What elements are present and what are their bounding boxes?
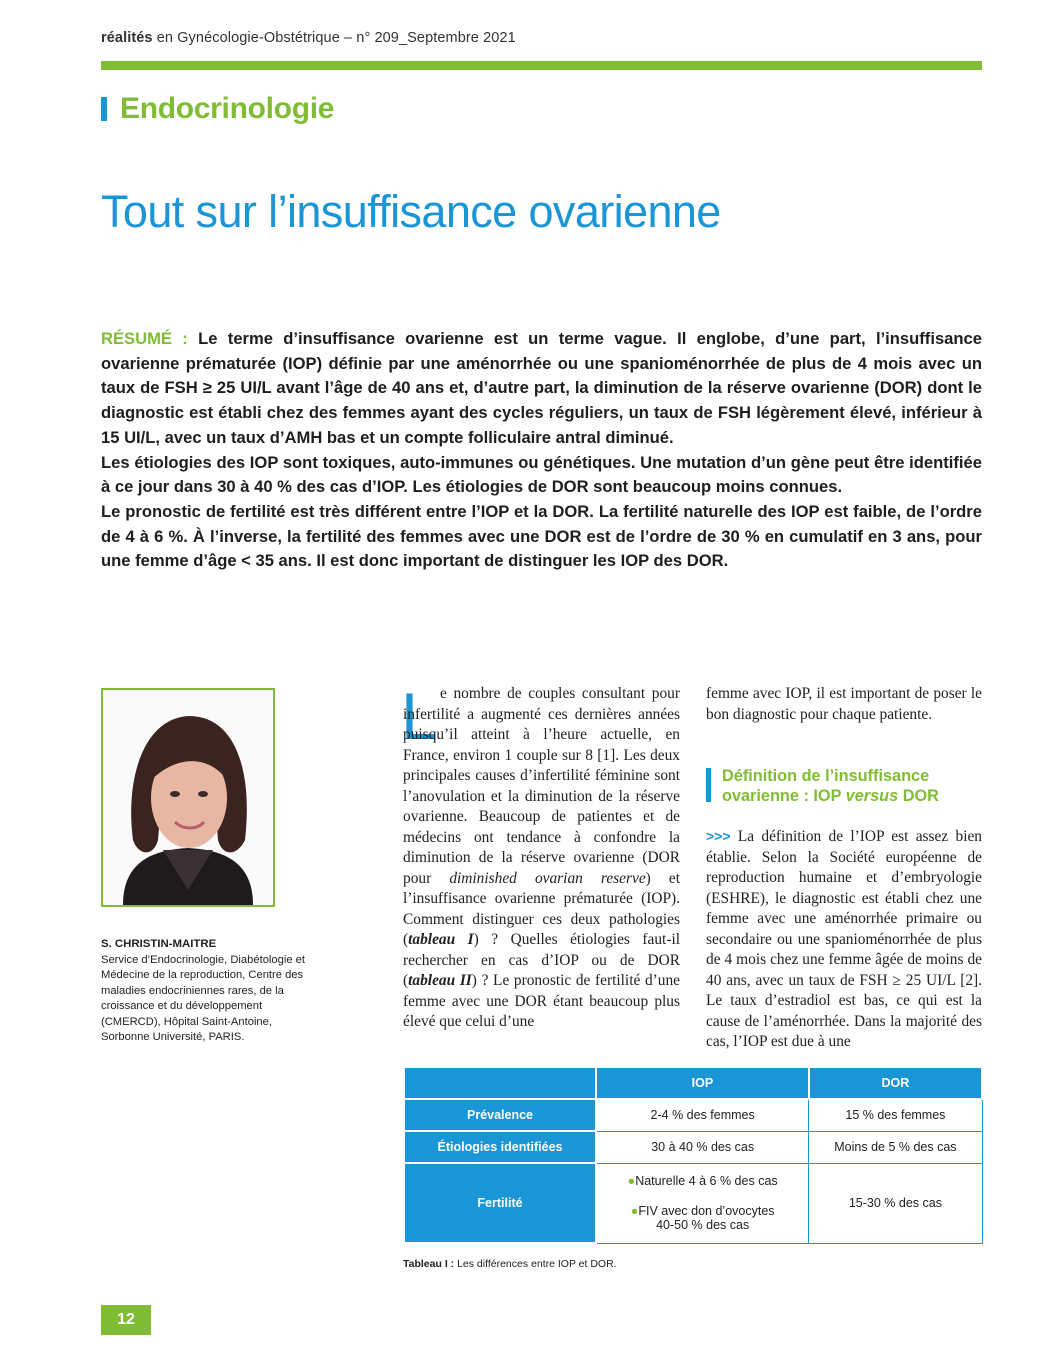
- body-text: e nombre de couples consultant pour infertilité a augmenté ces dernières années puisqu’il atteint à l’heure actuelle, en France, environ 1 couple sur 8 [1]. Les deux principales causes d’infertilité féminine sont l’anovulation et la diminution de la réserve ovarienne. Beaucoup de patientes et de médecins ont tendance à confondre la diminution de la réserve ovarienne (DOR pour: [403, 685, 680, 887]
- subheading-part: ovarienne : IOP: [722, 787, 846, 805]
- abstract-lead: RÉSUMÉ :: [101, 329, 188, 348]
- subheading-line-1: Définition de l’insuffisance: [722, 767, 930, 785]
- table-cell: Moins de 5 % des cas: [809, 1131, 982, 1163]
- arrow-marker: >>>: [706, 828, 731, 844]
- subheading-part: DOR: [898, 787, 939, 805]
- row-header: Prévalence: [404, 1099, 596, 1131]
- abstract-p1: [101, 327, 982, 451]
- table-header-row: [404, 1067, 982, 1099]
- table-cell: 30 à 40 % des cas: [596, 1131, 809, 1163]
- author-affiliation: Service d’Endocrinologie, Diabétologie et Médecine de la reproduction, Centre des maladies endocriniennes rares, de la croissance et du développement (CMERCD), Hôpital Saint-Antoine, Sorbonne Université, PARIS.: [101, 953, 305, 1043]
- bullet-icon: ●: [630, 1204, 639, 1218]
- running-header: [101, 30, 516, 46]
- body-column-2-top: [706, 684, 982, 725]
- abstract-p3: Le pronostic de fertilité est très différent entre l’IOP et la DOR. La fertilité naturelle des IOP est faible, de l’ordre de 4 à 6 %. À l’inverse, la fertilité des femmes avec une DOR est de l’ordre de 30 % en cumulatif en 3 ans, pour une femme d’âge < 35 ans. Il est donc important de distinguer les IOP des DOR.: [101, 501, 982, 571]
- subheading-text: [722, 766, 939, 806]
- table-header-dor: DOR: [809, 1067, 982, 1099]
- cell-text: FIV avec don d’ovocytes: [638, 1204, 775, 1218]
- caption-label: Tableau I :: [403, 1258, 455, 1270]
- header-rule: [101, 61, 982, 70]
- caption-text: Les différences entre IOP et DOR.: [454, 1258, 617, 1270]
- row-header: Étiologies identifiées: [404, 1131, 596, 1163]
- drop-cap-letter: L: [401, 679, 438, 753]
- table-cell: 15-30 % des cas: [809, 1163, 982, 1243]
- cell-line: [597, 1174, 808, 1188]
- table-reference[interactable]: tableau I: [408, 931, 474, 948]
- table-cell: [596, 1163, 809, 1243]
- table-cell: 2-4 % des femmes: [596, 1099, 809, 1131]
- section-marker: [101, 97, 107, 121]
- author-photo: [101, 688, 275, 907]
- bullet-icon: ●: [627, 1174, 636, 1188]
- abstract-p1-text: Le terme d’insuffisance ovarienne est un terme vague. Il englobe, d’une part, l’insuffisance ovarienne prématurée (IOP) définie par une aménorrhée ou une spanioménorrhée de plus de 4 mois avec un taux de FSH ≥ 25 UI/L avant l’âge de 40 ans et, d’autre part, la diminution de la réserve ovarienne (DOR) dont le diagnostic est établi chez des femmes ayant des cycles réguliers, un taux de FSH légèrement élevé, inférieur à 15 UI/L, avec un taux d’AMH bas et un compte folliculaire antral diminué.: [101, 329, 982, 447]
- table-row: [404, 1131, 982, 1163]
- body-text: La définition de l’IOP est assez bien établie. Selon la Société européenne de reproduction humaine et d’embryologie (ESHRE), le diagnostic est établi chez une femme avec une aménorrhée primaire ou secondaire ou une spanioménorrhée de plus de 4 mois chez une femme âgée de moins de 40 ans, avec un taux de FSH ≥ 25 UI/L [2]. Le taux d’estradiol est bas, ce qui est la cause de l’aménorrhée. Dans la majorité des cas, l’IOP est due à une: [706, 828, 982, 1050]
- body-text: ) et l’insuffisance ovarienne prématurée (IOP). Comment distinguer ces deux pathologies (: [403, 869, 680, 948]
- body-text: ) ? Le pronostic de fertilité d’une femme avec une DOR étant beaucoup plus élevé que celui d’une: [403, 972, 680, 1030]
- author-block: [101, 937, 316, 1046]
- cell-line: [597, 1204, 808, 1218]
- cell-line: 40-50 % des cas: [656, 1218, 750, 1232]
- row-header: Fertilité: [404, 1163, 596, 1243]
- abstract: [101, 327, 982, 574]
- body-text: ) ? Quelles étiologies faut-il rechercher en cas d’IOP ou de DOR (: [403, 931, 681, 989]
- cell-text: Naturelle 4 à 6 % des cas: [635, 1174, 778, 1188]
- abstract-p2: Les étiologies des IOP sont toxiques, auto-immunes ou génétiques. Une mutation d’un gène peut être identifiée à ce jour dans 30 à 40 % des cas d’IOP. Les étiologies de DOR sont beaucoup moins connues.: [101, 452, 982, 497]
- comparison-table: [403, 1066, 983, 1244]
- table-row: [404, 1099, 982, 1131]
- article-title: Tout sur l’insuffisance ovarienne: [101, 186, 721, 237]
- author-portrait-image: [103, 690, 273, 905]
- table-reference[interactable]: tableau II: [408, 972, 472, 989]
- table-corner: [404, 1067, 596, 1099]
- body-column-1: [403, 684, 680, 1033]
- section-label: Endocrinologie: [120, 92, 335, 125]
- subheading-marker: [706, 768, 711, 802]
- subheading-line-2: [722, 786, 939, 806]
- journal-name: réalités: [101, 30, 153, 46]
- table-row: [404, 1163, 982, 1243]
- table-caption: [403, 1258, 617, 1270]
- body-column-2: [706, 826, 982, 1053]
- body-italic: diminished ovarian reserve: [449, 869, 646, 887]
- table-cell: 15 % des femmes: [809, 1099, 982, 1131]
- author-name: S. CHRISTIN-MAITRE: [101, 938, 217, 950]
- body-paragraph: femme avec IOP, il est important de poser le bon diagnostic pour chaque patiente.: [706, 685, 982, 723]
- subheading: [706, 766, 939, 806]
- subheading-italic: versus: [845, 787, 899, 805]
- body-paragraph: [706, 826, 982, 1053]
- journal-issue: en Gynécologie-Obstétrique – n° 209_Septembre 2021: [152, 30, 516, 46]
- section-heading: [101, 94, 334, 124]
- table-header-iop: IOP: [596, 1067, 809, 1099]
- page-number: 12: [101, 1305, 151, 1335]
- body-paragraph: [403, 684, 680, 1033]
